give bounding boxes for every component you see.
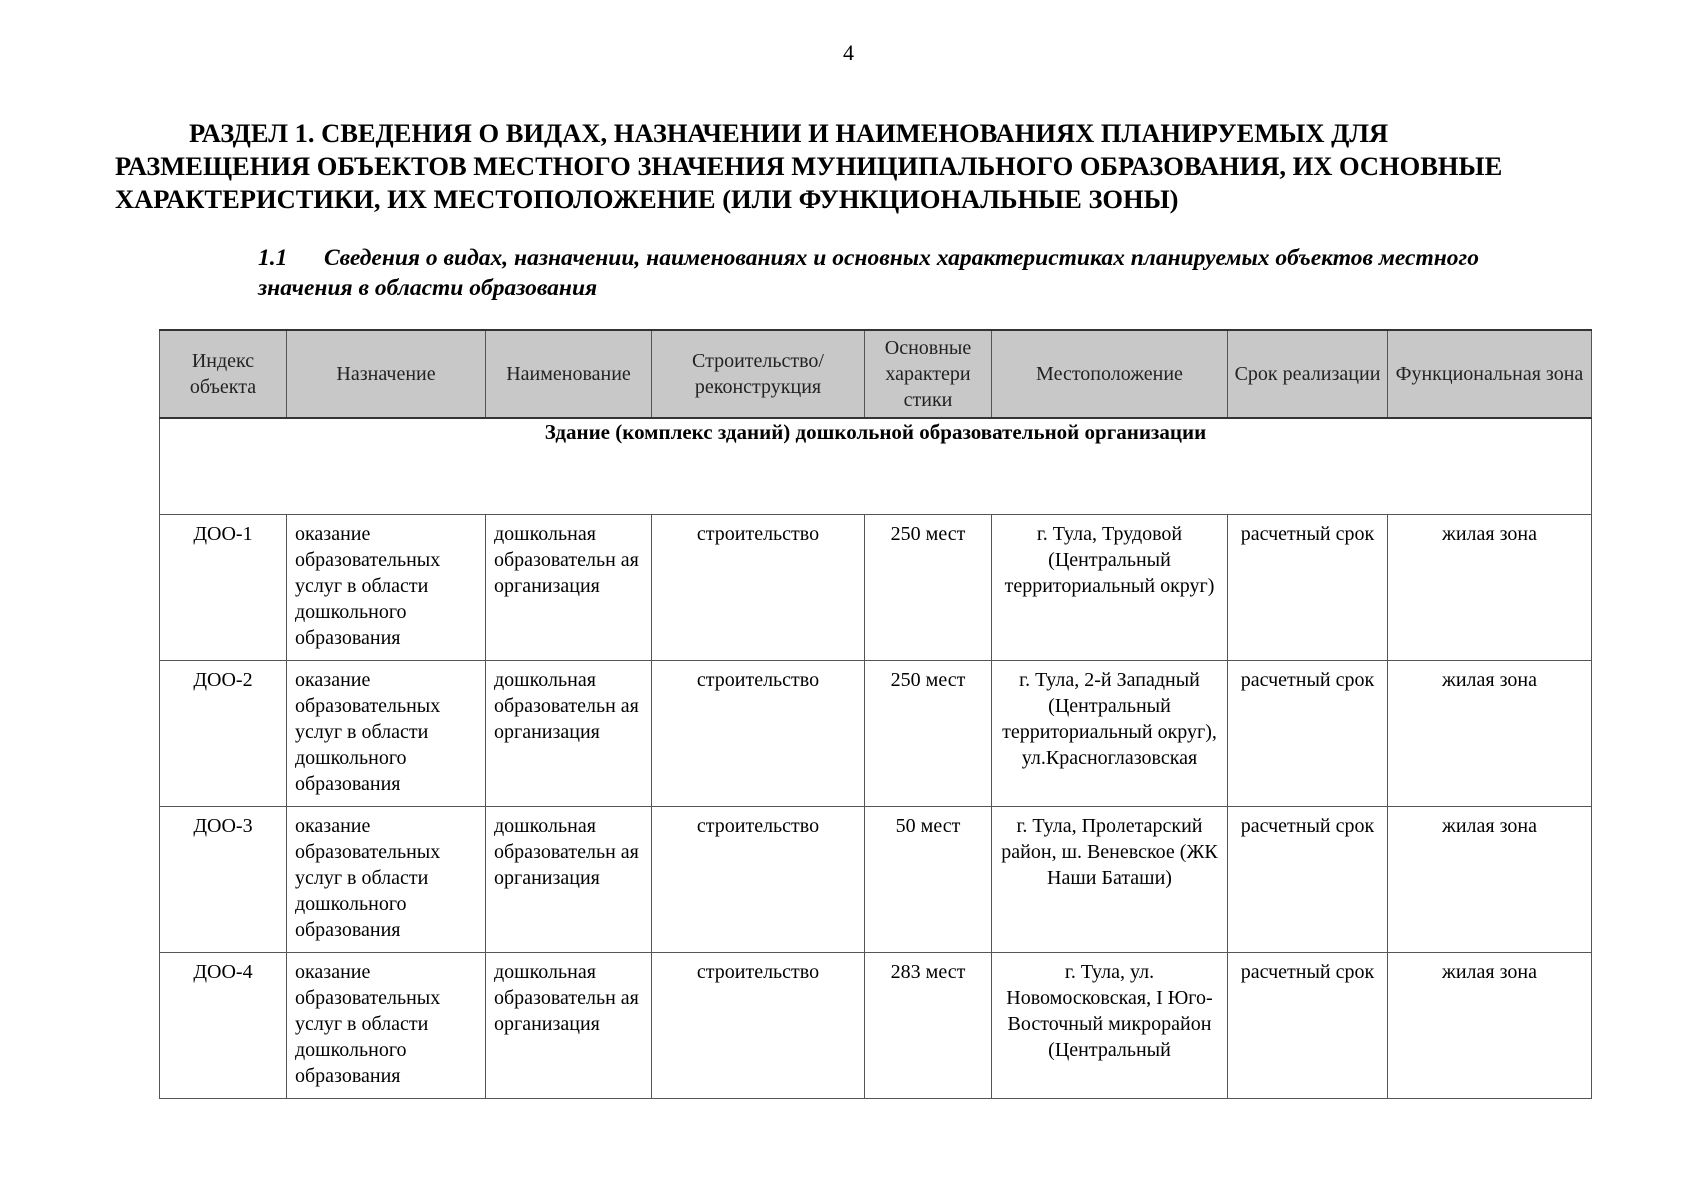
cell-zone: жилая зона: [1388, 515, 1592, 661]
cell-term: расчетный срок: [1228, 807, 1388, 953]
subsection-text: Сведения о видах, назначении, наименованиях и основных характеристиках планируемых объектов местного значения в области образования: [258, 245, 1479, 301]
header-zone: Функциональная зона: [1388, 330, 1592, 418]
table-row: [160, 515, 1592, 661]
cell-purpose: оказание образовательных услуг в области дошкольного образования: [287, 807, 486, 953]
table-header-row: [160, 330, 1592, 418]
header-term: Срок реализации: [1228, 330, 1388, 418]
cell-zone: жилая зона: [1388, 807, 1592, 953]
cell-index: ДОО-3: [160, 807, 287, 953]
header-name: Наименование: [486, 330, 652, 418]
cell-name: дошкольная образовательн ая организация: [486, 807, 652, 953]
cell-zone: жилая зона: [1388, 953, 1592, 1099]
cell-term: расчетный срок: [1228, 661, 1388, 807]
objects-table: [159, 329, 1592, 1099]
cell-construction: строительство: [652, 807, 865, 953]
table-row: [160, 807, 1592, 953]
cell-purpose: оказание образовательных услуг в области дошкольного образования: [287, 953, 486, 1099]
cell-characteristics: 250 мест: [865, 515, 992, 661]
cell-purpose: оказание образовательных услуг в области дошкольного образования: [287, 515, 486, 661]
cell-name: дошкольная образовательн ая организация: [486, 953, 652, 1099]
cell-location: г. Тула, ул. Новомосковская, I Юго-Восточный микрорайон (Центральный: [992, 953, 1228, 1099]
cell-name: дошкольная образовательн ая организация: [486, 515, 652, 661]
cell-term: расчетный срок: [1228, 515, 1388, 661]
header-location: Местоположение: [992, 330, 1228, 418]
cell-characteristics: 283 мест: [865, 953, 992, 1099]
cell-characteristics: 250 мест: [865, 661, 992, 807]
cell-index: ДОО-1: [160, 515, 287, 661]
header-purpose: Назначение: [287, 330, 486, 418]
cell-construction: строительство: [652, 953, 865, 1099]
group-title: Здание (комплекс зданий) дошкольной образовательной организации: [160, 418, 1592, 515]
header-index: Индекс объекта: [160, 330, 287, 418]
cell-location: г. Тула, Трудовой (Центральный территориальный округ): [992, 515, 1228, 661]
cell-location: г. Тула, 2-й Западный (Центральный территориальный округ), ул.Красноглазовская: [992, 661, 1228, 807]
page-number: 4: [843, 40, 854, 65]
subsection-number: 1.1: [258, 245, 288, 271]
group-row: [160, 418, 1592, 515]
header-construction: Строительство/ реконструкция: [652, 330, 865, 418]
cell-construction: строительство: [652, 515, 865, 661]
cell-characteristics: 50 мест: [865, 807, 992, 953]
header-characteristics: Основные характери стики: [865, 330, 992, 418]
cell-zone: жилая зона: [1388, 661, 1592, 807]
section-title: РАЗДЕЛ 1. СВЕДЕНИЯ О ВИДАХ, НАЗНАЧЕНИИ И НАИМЕНОВАНИЯХ ПЛАНИРУЕМЫХ ДЛЯ РАЗМЕЩЕНИЯ ОБЪЕКТОВ МЕСТНОГО ЗНАЧЕНИЯ МУНИЦИПАЛЬНОГО ОБРАЗОВАНИЯ, ИХ ОСНОВНЫЕ ХАРАКТЕРИСТИКИ, ИХ МЕСТОПОЛОЖЕНИЕ (ИЛИ ФУНКЦИОНАЛЬНЫЕ ЗОНЫ): [115, 118, 1503, 214]
cell-name: дошкольная образовательн ая организация: [486, 661, 652, 807]
table-row: [160, 661, 1592, 807]
cell-construction: строительство: [652, 661, 865, 807]
cell-purpose: оказание образовательных услуг в области дошкольного образования: [287, 661, 486, 807]
cell-index: ДОО-2: [160, 661, 287, 807]
subsection-title: [258, 243, 1558, 303]
cell-term: расчетный срок: [1228, 953, 1388, 1099]
cell-index: ДОО-4: [160, 953, 287, 1099]
table-row: [160, 953, 1592, 1099]
cell-location: г. Тула, Пролетарский район, ш. Веневское (ЖК Наши Баташи): [992, 807, 1228, 953]
